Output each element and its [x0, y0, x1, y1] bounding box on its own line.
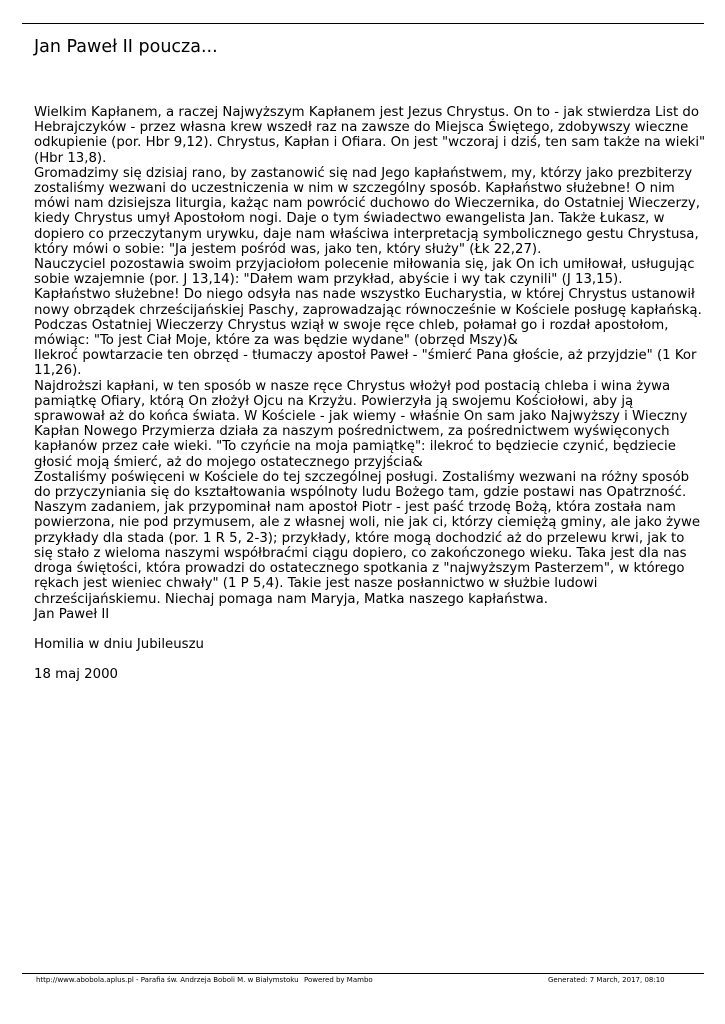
occasion-line: Homilia w dniu Jubileuszu: [34, 637, 204, 653]
article-paragraph-4: Kapłaństwo służebne! Do niego odsyła nas nade wszystko Eucharystia, w której Chrystus ustanowił nowy obrządek chrześcijańskiej Paschy, zaprowadzając równocześnie w Kościele posługę kapłańską.: [34, 287, 702, 318]
author-signature: Jan Paweł II: [34, 606, 110, 622]
footer-site-url[interactable]: http://www.abobola.aplus.pl - Parafia św. Andrzeja Boboli M. w Białymstoku: [36, 976, 299, 984]
article-paragraph-6: Ilekroć powtarzacie ten obrzęd - tłumaczy apostoł Paweł - "śmierć Pana głoście, aż przyjdzie" (1 Kor 11,26).: [34, 348, 697, 379]
top-divider: [22, 23, 704, 24]
article-paragraph-1: Wielkim Kapłanem, a raczej Najwyższym Kapłanem jest Jezus Chrystus. On to - jak stwierdza List do Hebrajczyków - przez własna krew wszedł raz na zawsze do Miejsca Świętego, zdobywszy wieczne odkupienie (por. Hbr 9,12). Chrystus, Kapłan i Ofiara. On jest "wczoraj i dziś, ten sam także na wieki" (Hbr 13,8).: [34, 105, 706, 166]
bottom-divider: [22, 973, 704, 974]
spacer: [34, 652, 706, 667]
article-paragraph-8: Zostaliśmy poświęceni w Kościele do tej szczególnej posługi. Zostaliśmy wezwani na różny sposób do przyczyniania się do kształtowania wspólnoty ludu Bożego tam, gdzie postawi nas Opatrzność. Naszym zadaniem, jak przypominał nam apostoł Piotr - jest paść trzodę Bożą, która została nam powierzona, nie pod przymusem, ale z własnej woli, nie jak ci, którzy ciemiężą gminy, ale jako żywe przykłady dla stada (por. 1 R 5, 2-3); przykłady, które mogą dochodzić aż do przelewu krwi, jak to się stało z wieloma naszymi współbraćmi ciągu dopiero, co zakończonego wieku. Taka jest dla nas droga świętości, która prowadzi do ostatecznego spotkania z "najwyższym Pasterzem", w którego rękach jest wieniec chwały" (1 P 5,4). Takie jest nasze posłannictwo w służbie ludowi chrześcijańskiemu. Niechaj pomaga nam Maryja, Matka naszego kapłaństwa.: [34, 469, 701, 607]
article-paragraph-5: Podczas Ostatniej Wieczerzy Chrystus wziął w swoje ręce chleb, połamał go i rozdał apostołom, mówiąc: "To jest Ciał Moje, które za was będzie wydane" (obrzęd Mszy)&: [34, 317, 669, 349]
article-paragraph-3: Nauczyciel pozostawia swoim przyjaciołom polecenie miłowania się, jak On ich umiłował, usługując sobie wzajemnie (por. J 13,14): "Dałem wam przykład, abyście i wy tak czynili" (J 13,15).: [34, 257, 695, 288]
page-title: Jan Paweł II poucza...: [34, 37, 218, 57]
footer-generated-date: Generated: 7 March, 2017, 08:10: [548, 976, 665, 984]
date-line: 18 maj 2000: [34, 667, 119, 683]
spacer: [34, 622, 706, 637]
footer-powered-by: Powered by Mambo: [304, 976, 373, 984]
article-paragraph-7: Najdroższi kapłani, w ten sposób w nasze ręce Chrystus włożył pod postacią chleba i wina żywa pamiątkę Ofiary, którą On złożył Ojcu na Krzyżu. Powierzyła ją swojemu Kościołowi, aby ją sprawował aż do końca świata. W Kościele - jak wiemy - właśnie On sam jako Najwyższy i Wieczny Kapłan Nowego Przymierza działa za naszym pośrednictwem, za pośrednictwem wyświęconych kapłanów przez całe wieki. "To czyńcie na moja pamiątkę": ilekroć to będziecie czynić, będziecie głosić moją śmierć, aż do mojego ostatecznego przyjścia&: [34, 378, 688, 470]
article-body: [34, 105, 706, 683]
article-paragraph-2: Gromadzimy się dzisiaj rano, by zastanowić się nad Jego kapłaństwem, my, którzy jako prezbiterzy zostaliśmy wezwani do uczestniczenia w nim w szczególny sposób. Kapłaństwo służebne! O nim mówi nam dzisiejsza liturgia, każąc nam powrócić duchowo do Wieczernika, do Ostatniej Wieczerzy, kiedy Chrystus umył Apostołom nogi. Daje o tym świadectwo ewangelista Jan. Także Łukasz, w dopiero co przeczytanym urywku, daje nam właściwa interpretacją symbolicznego gestu Chrystusa, który mówi o sobie: "Ja jestem pośród was, jako ten, który służy" (Łk 22,27).: [34, 165, 701, 257]
